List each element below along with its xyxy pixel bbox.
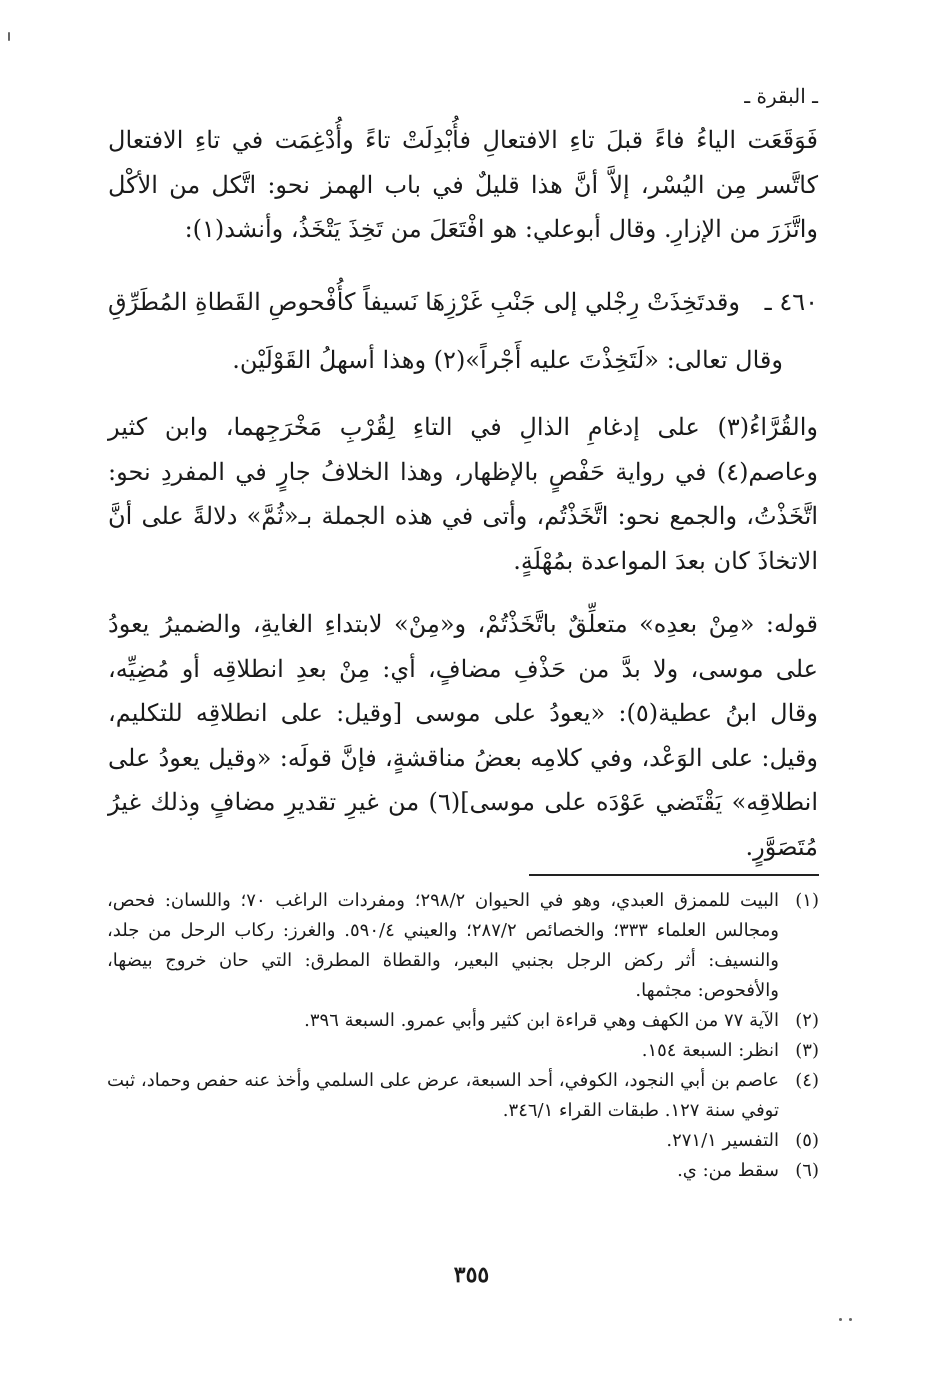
footnote-item — [107, 1036, 819, 1066]
footnote-number: (٥) — [795, 1130, 819, 1151]
footnote-item — [107, 1066, 819, 1126]
poetry-verse — [108, 280, 818, 324]
footnote-text: عاصم بن أبي النجود، الكوفي، أحد السبعة، عرض على السلمي وأخذ عنه حفص وحماد، ثبت توفي سنة ١٢٧. طبقات القراء ٣٤٦/١. — [107, 1070, 779, 1121]
scan-speck — [839, 1318, 842, 1321]
footnote-text: البيت للممزق العبدي، وهو في الحيوان ٢٩٨/٢؛ ومفردات الراغب ٧٠؛ واللسان: فحص، ومجالس العلماء ٣٣٣؛ والخصائص ٢٨٧/٢؛ والعيني ٥٩٠/٤. والغرز: ركاب الرحل من جلد، والنسيف: أثر ركض الرجل بجنبي البعير، والقطاة المطرق: التي حان خروج بيضها، والأفحوص: مجثمها. — [107, 890, 780, 1001]
footnote-number: (٤) — [795, 1070, 819, 1091]
verse-hemistich-second: نَسيفاً كأُفْحوصِ القَطاةِ المُطَرِّقِ — [108, 288, 418, 316]
footnote-text: الآية ٧٧ من الكهف وهي قراءة ابن كثير وأبي عمرو. السبعة ٣٩٦. — [304, 1010, 779, 1031]
footnote-item — [107, 1006, 819, 1036]
verse-number: ٤٦٠ ـ — [764, 288, 818, 316]
paragraph-text: فَوَقَعَت الياءُ فاءً قبلَ تاءِ الافتعالِ فأُبْدِلَتْ تاءً وأُدْغِمَت في تاءِ الافتعال كاتَّسر مِن اليُسْر، إلاَّ أنَّ هذا قليلٌ في باب الهمز نحو: اتَّكل من الأكْل واتَّزَرَ من الإزارِ. وقال أبوعلي: هو افْتَعَلَ من تَخِذَ يَتْخَذُ، وأنشد(١): — [108, 126, 818, 243]
footnote-text: سقط من: ي. — [677, 1160, 779, 1181]
footnote-text: التفسير ٢٧١/١. — [666, 1130, 779, 1151]
footnote-number: (٦) — [795, 1160, 819, 1181]
paragraph-text: والقُرَّاءُ(٣) على إدغامِ الذالِ في التاءِ لِقُرْبِ مَخْرَجِهما، وابن كثير وعاصم(٤) في رواية حَفْصٍ بالإظهار، وهذا الخلافُ جارٍ في المفردِ نحو: اتَّخَذْتُ، والجمع نحو: اتَّخَذْتُم، وأتى في هذه الجملة بـ«ثُمَّ» دلالةً على أنَّ الاتخاذَ كان بعدَ المواعدة بمُهْلَةٍ. — [108, 413, 818, 575]
footnote-divider — [529, 874, 819, 876]
verse-hemistich-first: وقدتَخِذَتْ رِجْلي إلى جَنْبِ غَرْزِهَا — [425, 288, 740, 316]
quranic-citation-line: وقال تعالى: «لَتَخِذْتَ عليه أَجْراً»(٢) وهذا أسهلُ القَوْلَيْن. — [232, 346, 783, 374]
scan-speck — [849, 1318, 852, 1321]
footnotes-section — [107, 886, 819, 1186]
footnote-number: (٢) — [795, 1010, 819, 1031]
footnote-item — [107, 1156, 819, 1186]
paragraph-2 — [108, 405, 818, 583]
footnote-item — [107, 886, 819, 1006]
scan-speck — [8, 32, 10, 41]
footnote-text: انظر: السبعة ١٥٤. — [641, 1040, 779, 1061]
running-header: ـ البقرة ـ — [744, 84, 818, 108]
page-number: ٣٥٥ — [453, 1262, 490, 1288]
footnote-item — [107, 1126, 819, 1156]
paragraph-1 — [108, 118, 818, 252]
footnote-number: (١) — [795, 890, 819, 911]
paragraph-text: قوله: «مِنْ بعدِه» متعلِّقٌ باتَّخَذْتُمْ، و«مِنْ» لابتداءِ الغايةِ، والضميرُ يعودُ على موسى، ولا بدَّ من حَذْفِ مضافٍ، أي: مِنْ بعدِ انطلاقِه أو مُضِيِّه، وقال ابنُ عطية(٥): «يعودُ على موسى [وقيل: على انطلاقِه للتكليم، وقيل: على الوَعْد، وفي كلامِه بعضُ مناقشةٍ، فإنَّ قولَه: «وقيل يعودُ على انطلاقِه» يَقْتَضي عَوْدَه على موسى](٦) من غيرِ تقديرِ مضافٍ وذلك غيرُ مُتَصَوَّرٍ. — [108, 610, 818, 861]
paragraph-3 — [108, 602, 818, 869]
footnote-number: (٣) — [795, 1040, 819, 1061]
